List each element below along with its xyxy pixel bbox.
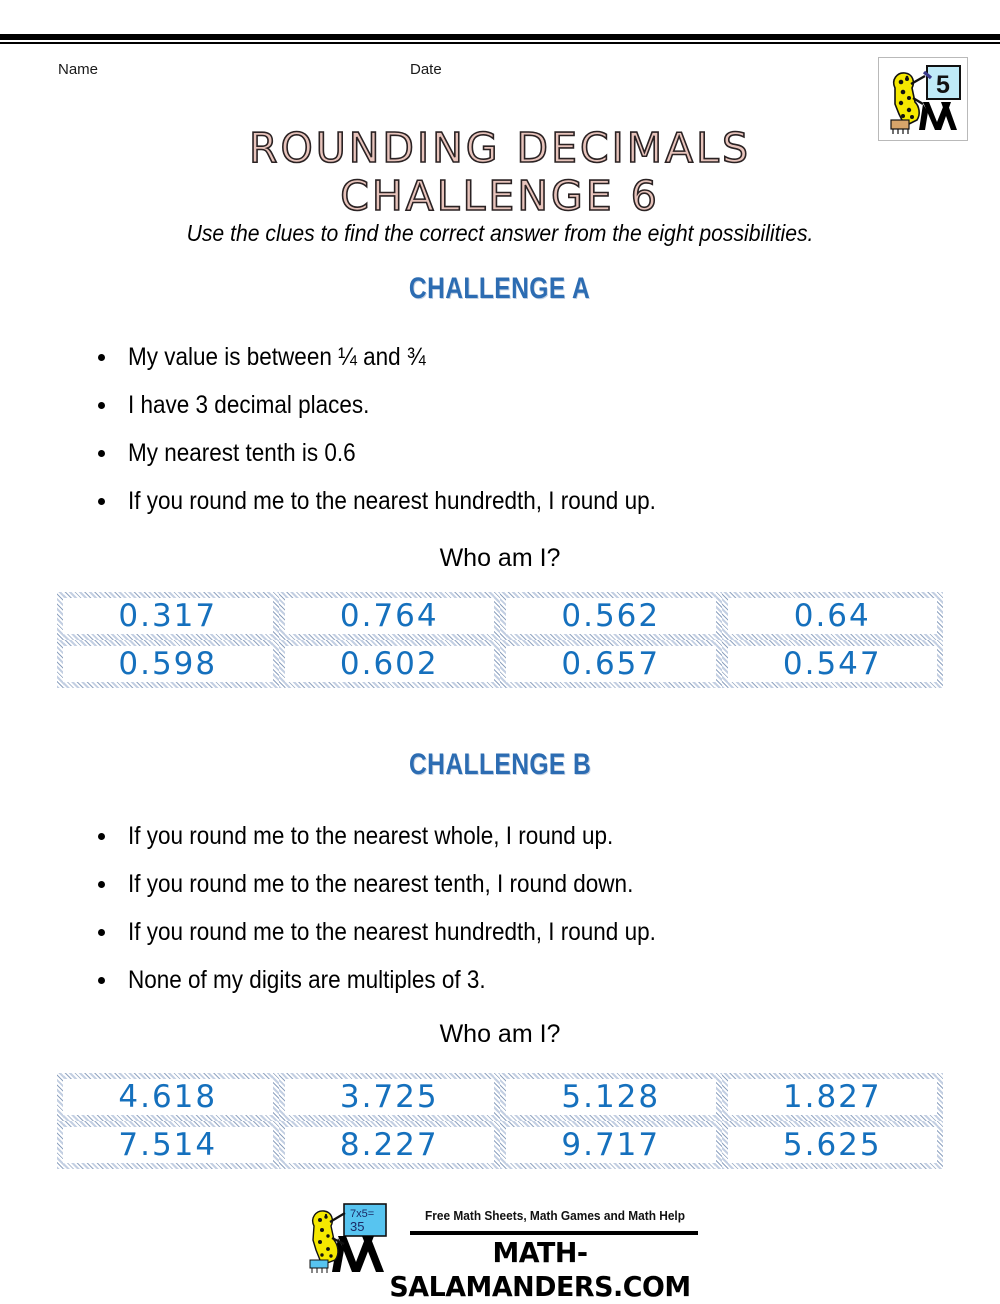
challenge-b-heading-label: CHALLENGE B xyxy=(408,748,592,781)
challenge-b-heading xyxy=(0,748,1000,782)
clue-text: If you round me to the nearest hundredth, I round up. xyxy=(128,918,656,946)
answer-option-cell[interactable] xyxy=(279,1073,501,1121)
clue-text: My value is between ¼ and ¾ xyxy=(128,343,426,371)
clue-text: If you round me to the nearest tenth, I round down. xyxy=(128,870,634,898)
answer-option-value: 5.625 xyxy=(782,1127,882,1163)
footer-tagline: Free Math Sheets, Math Games and Math Help xyxy=(424,1209,685,1223)
answer-option-value: 9.717 xyxy=(561,1127,661,1163)
clue-text: If you round me to the nearest hundredth, I round up. xyxy=(128,487,656,515)
bullet-icon xyxy=(98,498,105,505)
footer-board-line2: 35 xyxy=(350,1219,365,1234)
challenge-a-answer-grid xyxy=(57,592,943,688)
bullet-icon xyxy=(98,929,105,936)
answer-option-cell[interactable] xyxy=(722,1073,944,1121)
bullet-icon xyxy=(98,977,105,984)
answer-option-cell[interactable] xyxy=(279,592,501,640)
challenge-b-clue-list xyxy=(92,812,952,1004)
table-row xyxy=(57,1073,943,1121)
challenge-a-heading-label: CHALLENGE A xyxy=(409,272,591,305)
page-title xyxy=(0,124,1000,220)
answer-option-cell[interactable] xyxy=(279,1121,501,1169)
clue-text: I have 3 decimal places. xyxy=(128,391,370,419)
answer-option-value: 4.618 xyxy=(118,1079,218,1115)
footer-wordmark[interactable]: MATH-SALAMANDERS.COM xyxy=(389,1236,691,1303)
instruction-text: Use the clues to find the correct answer from the eight possibilities. xyxy=(186,220,814,246)
answer-option-value: 1.827 xyxy=(782,1079,882,1115)
list-item xyxy=(92,381,952,429)
answer-option-cell[interactable] xyxy=(500,1121,722,1169)
table-row xyxy=(57,640,943,688)
list-item xyxy=(92,477,952,525)
answer-option-value: 0.657 xyxy=(561,646,661,682)
list-item xyxy=(92,812,952,860)
list-item xyxy=(92,860,952,908)
name-label: Name xyxy=(58,61,99,78)
answer-option-value: 0.317 xyxy=(118,598,218,634)
header-double-rule xyxy=(0,34,1000,44)
footer-divider xyxy=(410,1231,698,1235)
clue-text: My nearest tenth is 0.6 xyxy=(128,439,356,467)
answer-option-cell[interactable] xyxy=(722,592,944,640)
challenge-b-answer-grid xyxy=(57,1073,943,1169)
challenge-b-prompt: Who am I? xyxy=(439,1020,561,1048)
bullet-icon xyxy=(98,881,105,888)
answer-option-value: 0.764 xyxy=(339,598,439,634)
answer-option-cell[interactable] xyxy=(722,1121,944,1169)
footer-board-line1: 7x5= xyxy=(350,1208,375,1220)
list-item xyxy=(92,908,952,956)
footer-inner xyxy=(302,1198,698,1303)
answer-option-cell[interactable] xyxy=(500,592,722,640)
answer-option-cell[interactable] xyxy=(57,592,279,640)
list-item xyxy=(92,429,952,477)
clue-text: If you round me to the nearest whole, I round up. xyxy=(128,822,614,850)
answer-option-value: 0.547 xyxy=(782,646,882,682)
answer-option-value: 8.227 xyxy=(339,1127,439,1163)
student-meta-row xyxy=(58,60,938,80)
bullet-icon xyxy=(98,354,105,361)
answer-option-value: 5.128 xyxy=(561,1079,661,1115)
challenge-a-prompt: Who am I? xyxy=(439,544,561,572)
answer-option-cell[interactable] xyxy=(57,1073,279,1121)
header-rule-thin xyxy=(0,42,1000,44)
answer-option-cell[interactable] xyxy=(500,640,722,688)
answer-option-cell[interactable] xyxy=(57,640,279,688)
answer-option-cell[interactable] xyxy=(500,1073,722,1121)
list-item xyxy=(92,333,952,381)
bullet-icon xyxy=(98,402,105,409)
answer-option-cell[interactable] xyxy=(57,1121,279,1169)
answer-option-cell[interactable] xyxy=(722,640,944,688)
challenge-a-clue-list xyxy=(92,333,952,525)
answer-option-value: 0.598 xyxy=(118,646,218,682)
bullet-icon xyxy=(98,833,105,840)
answer-option-value: 0.562 xyxy=(561,598,661,634)
challenge-a-heading xyxy=(0,272,1000,306)
page-title-line2: CHALLENGE 6 xyxy=(340,172,660,221)
answer-option-value: 7.514 xyxy=(118,1127,218,1163)
clue-text: None of my digits are multiples of 3. xyxy=(128,966,486,994)
answer-option-value: 0.602 xyxy=(339,646,439,682)
list-item xyxy=(92,956,952,1004)
table-row xyxy=(57,1121,943,1169)
date-label: Date xyxy=(410,61,442,78)
answer-option-value: 0.64 xyxy=(793,598,871,634)
page-footer xyxy=(0,1198,1000,1303)
bullet-icon xyxy=(98,450,105,457)
answer-option-value: 3.725 xyxy=(339,1079,439,1115)
page-title-line1: ROUNDING DECIMALS xyxy=(248,124,752,173)
grade-number: 5 xyxy=(936,71,950,99)
answer-option-cell[interactable] xyxy=(279,640,501,688)
table-row xyxy=(57,592,943,640)
